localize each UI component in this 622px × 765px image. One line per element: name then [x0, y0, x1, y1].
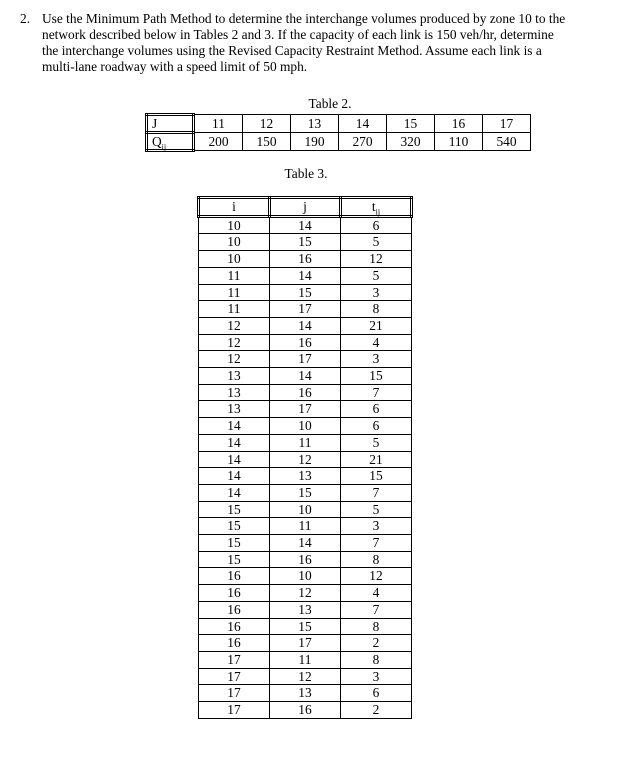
table2-label-j: J — [147, 115, 194, 133]
table-row — [199, 618, 412, 635]
table3-cell-i: 17 — [199, 668, 270, 685]
table-row — [199, 401, 412, 418]
table-row — [199, 568, 412, 585]
table-row — [199, 601, 412, 618]
table3-cell-j: 16 — [270, 334, 341, 351]
table3-cell-i: 12 — [199, 317, 270, 334]
table3-cell-t: 7 — [341, 601, 412, 618]
table-row — [199, 451, 412, 468]
table3-cell-i: 15 — [199, 551, 270, 568]
table3-cell-j: 17 — [270, 635, 341, 652]
table3-cell-j: 13 — [270, 685, 341, 702]
table3-cell-j: 11 — [270, 434, 341, 451]
table2-cell: 12 — [243, 115, 291, 133]
table-row — [199, 384, 412, 401]
table3-cell-j: 14 — [270, 535, 341, 552]
table3-cell-t: 5 — [341, 434, 412, 451]
table3-cell-t: 5 — [341, 501, 412, 518]
table3-cell-j: 14 — [270, 317, 341, 334]
table3-cell-t: 3 — [341, 518, 412, 535]
table-row — [199, 267, 412, 284]
table3 — [197, 196, 413, 719]
table-row — [199, 535, 412, 552]
table-row — [199, 551, 412, 568]
table3-cell-j: 14 — [270, 267, 341, 284]
table2-cell: 190 — [291, 133, 339, 151]
table-row — [199, 317, 412, 334]
table3-cell-t: 6 — [341, 216, 412, 234]
table2-cell: 16 — [435, 115, 483, 133]
table3-cell-i: 16 — [199, 618, 270, 635]
table3-cell-i: 17 — [199, 651, 270, 668]
table3-cell-j: 15 — [270, 284, 341, 301]
problem-number: 2. — [20, 11, 31, 26]
table2-cell: 15 — [387, 115, 435, 133]
table3-cell-i: 15 — [199, 518, 270, 535]
table3-cell-j: 17 — [270, 351, 341, 368]
table2-cell: 150 — [243, 133, 291, 151]
table3-cell-j: 16 — [270, 551, 341, 568]
problem-line: network described below in Tables 2 and 3. If the capacity of each link is 150 veh/hr, determine — [42, 27, 554, 42]
table3-cell-i: 13 — [199, 368, 270, 385]
table3-cell-j: 11 — [270, 651, 341, 668]
table3-cell-t: 21 — [341, 451, 412, 468]
table3-cell-i: 15 — [199, 535, 270, 552]
table3-cell-t: 12 — [341, 568, 412, 585]
table3-cell-i: 14 — [199, 434, 270, 451]
table2-cell: 11 — [194, 115, 243, 133]
table3-cell-t: 6 — [341, 418, 412, 435]
table3-cell-i: 14 — [199, 484, 270, 501]
table3-header-t: $t_{ij}$ — [341, 198, 412, 217]
table3-cell-t: 5 — [341, 267, 412, 284]
table-row — [199, 468, 412, 485]
table-row — [199, 434, 412, 451]
table3-cell-i: 10 — [199, 216, 270, 234]
table2-cell: 270 — [339, 133, 387, 151]
problem-line: Use the Minimum Path Method to determine the interchange volumes produced by zone 10 to the — [42, 11, 566, 26]
table3-cell-j: 13 — [270, 468, 341, 485]
table2-cell: 110 — [435, 133, 483, 151]
table3-cell-j: 15 — [270, 484, 341, 501]
table3-cell-j: 12 — [270, 585, 341, 602]
problem-text — [42, 11, 620, 75]
table3-cell-j: 14 — [270, 368, 341, 385]
table3-cell-j: 16 — [270, 251, 341, 268]
table3-cell-j: 12 — [270, 668, 341, 685]
table3-header-j: j — [270, 198, 341, 217]
table3-cell-t: 8 — [341, 618, 412, 635]
table2-cell: 14 — [339, 115, 387, 133]
table3-cell-j: 17 — [270, 301, 341, 318]
table-row — [199, 301, 412, 318]
table-row — [199, 501, 412, 518]
table3-cell-j: 13 — [270, 601, 341, 618]
table3-cell-j: 16 — [270, 384, 341, 401]
table-row — [199, 668, 412, 685]
table2-cell: 17 — [483, 115, 531, 133]
table3-cell-i: 13 — [199, 401, 270, 418]
table3-cell-t: 8 — [341, 651, 412, 668]
table3-cell-i: 14 — [199, 451, 270, 468]
table-row — [199, 585, 412, 602]
table3-cell-j: 10 — [270, 501, 341, 518]
table3-cell-i: 12 — [199, 351, 270, 368]
table2-label-q: $Q_{ij}$ — [147, 133, 194, 151]
table3-header-row — [199, 198, 412, 217]
table2-caption: Table 2. — [308, 96, 352, 111]
table3-cell-i: 16 — [199, 568, 270, 585]
problem-line: multi-lane roadway with a speed limit of 50 mph. — [42, 59, 308, 74]
table3-cell-i: 14 — [199, 468, 270, 485]
table3-caption: Table 3. — [284, 166, 328, 181]
table3-cell-t: 12 — [341, 251, 412, 268]
problem-line: the interchange volumes using the Revised Capacity Restraint Method. Assume each link is a — [42, 43, 542, 58]
table3-cell-i: 11 — [199, 267, 270, 284]
table3-cell-i: 12 — [199, 334, 270, 351]
table3-cell-j: 15 — [270, 234, 341, 251]
table3-cell-t: 6 — [341, 401, 412, 418]
table3-cell-i: 15 — [199, 501, 270, 518]
table3-cell-t: 3 — [341, 668, 412, 685]
table3-cell-j: 10 — [270, 568, 341, 585]
table2-row-q — [147, 133, 531, 151]
table3-cell-t: 7 — [341, 535, 412, 552]
table3-cell-t: 21 — [341, 317, 412, 334]
table3-header-i: i — [199, 198, 270, 217]
table2 — [145, 113, 531, 152]
table-row — [199, 251, 412, 268]
table-row — [199, 334, 412, 351]
table3-cell-t: 2 — [341, 635, 412, 652]
table3-cell-i: 14 — [199, 418, 270, 435]
table2-cell: 320 — [387, 133, 435, 151]
table3-cell-i: 13 — [199, 384, 270, 401]
table3-cell-i: 11 — [199, 284, 270, 301]
table-row — [199, 651, 412, 668]
table3-cell-i: 11 — [199, 301, 270, 318]
table3-cell-j: 17 — [270, 401, 341, 418]
table3-cell-t: 8 — [341, 301, 412, 318]
table3-cell-j: 10 — [270, 418, 341, 435]
table3-cell-j: 12 — [270, 451, 341, 468]
table2-cell: 540 — [483, 133, 531, 151]
table3-cell-i: 16 — [199, 635, 270, 652]
table3-cell-i: 10 — [199, 234, 270, 251]
table3-cell-t: 4 — [341, 585, 412, 602]
table3-cell-i: 16 — [199, 585, 270, 602]
table3-cell-i: 16 — [199, 601, 270, 618]
table-row — [199, 418, 412, 435]
table-row — [199, 368, 412, 385]
table3-cell-t: 5 — [341, 234, 412, 251]
table3-cell-t: 4 — [341, 334, 412, 351]
table3-cell-j: 14 — [270, 216, 341, 234]
table3-cell-j: 15 — [270, 618, 341, 635]
table2-cell: 13 — [291, 115, 339, 133]
table3-cell-t: 3 — [341, 284, 412, 301]
table-row — [199, 702, 412, 719]
table3-cell-t: 8 — [341, 551, 412, 568]
table3-cell-i: 17 — [199, 685, 270, 702]
table3-cell-i: 10 — [199, 251, 270, 268]
table3-cell-i: 17 — [199, 702, 270, 719]
table3-cell-t: 7 — [341, 384, 412, 401]
table3-body — [199, 216, 412, 718]
table-row — [199, 484, 412, 501]
table3-cell-t: 3 — [341, 351, 412, 368]
table2-cell: 200 — [194, 133, 243, 151]
table-row — [199, 351, 412, 368]
table3-cell-t: 2 — [341, 702, 412, 719]
table3-cell-j: 11 — [270, 518, 341, 535]
table-row — [199, 216, 412, 234]
table2-row-j — [147, 115, 531, 133]
table-row — [199, 685, 412, 702]
table-row — [199, 635, 412, 652]
table-row — [199, 284, 412, 301]
table3-cell-j: 16 — [270, 702, 341, 719]
table3-cell-t: 15 — [341, 368, 412, 385]
table-row — [199, 518, 412, 535]
table3-cell-t: 7 — [341, 484, 412, 501]
table-row — [199, 234, 412, 251]
table3-cell-t: 6 — [341, 685, 412, 702]
table3-cell-t: 15 — [341, 468, 412, 485]
